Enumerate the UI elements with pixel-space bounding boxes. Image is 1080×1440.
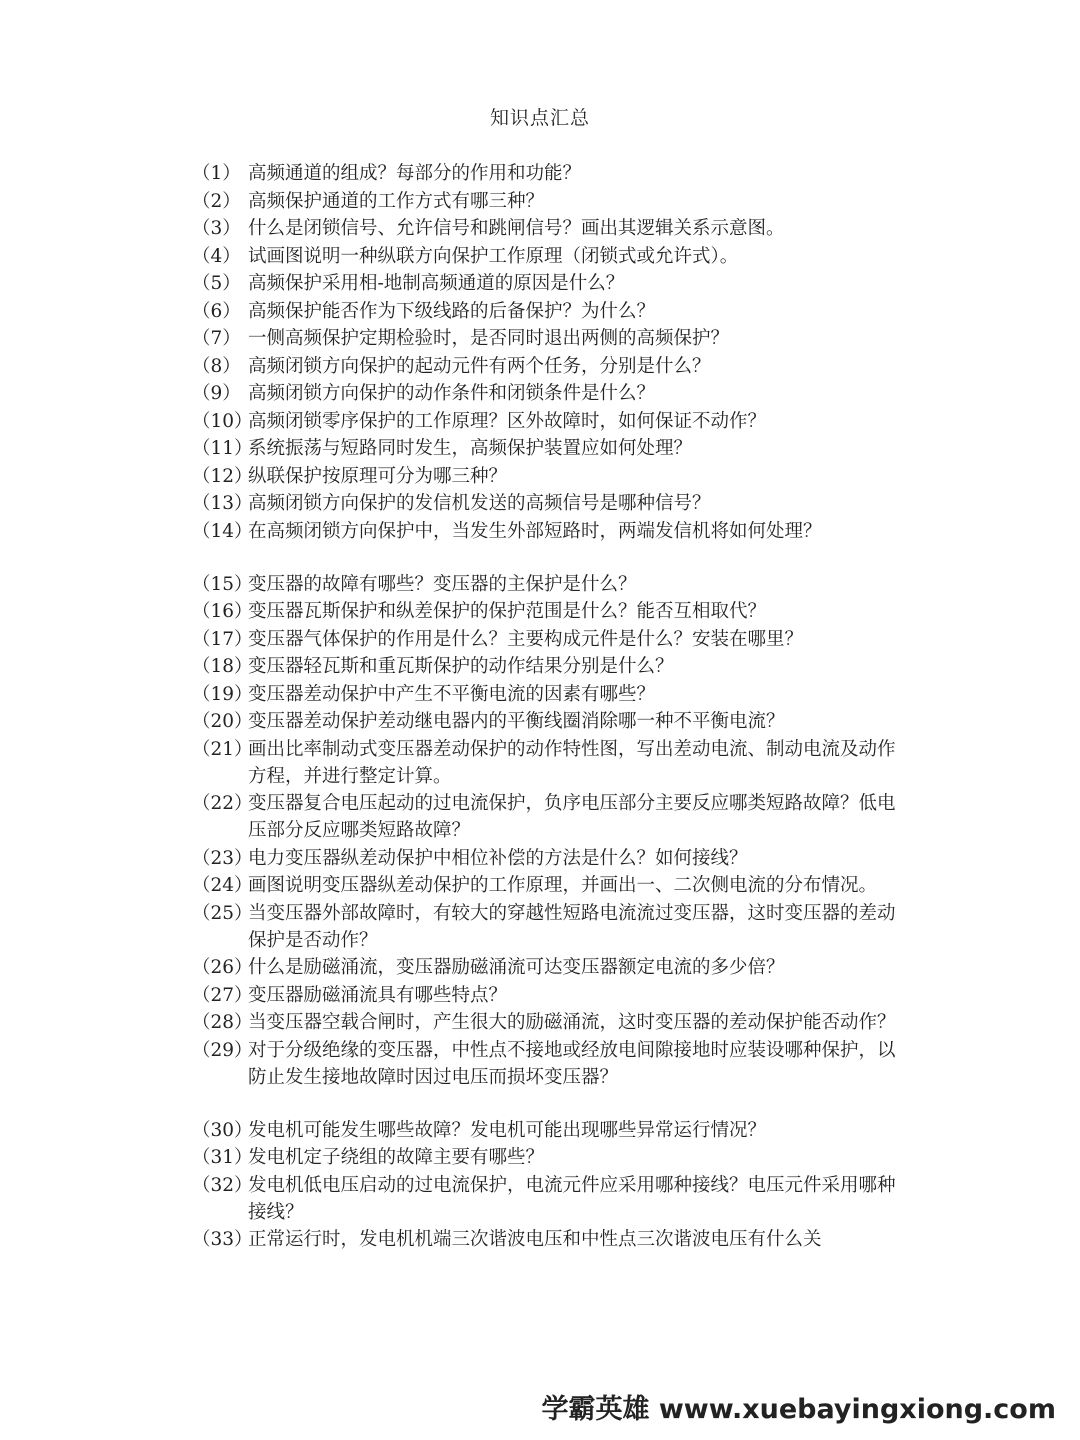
question-text: 一侧高频保护定期检验时，是否同时退出两侧的高频保护？ — [248, 328, 730, 349]
question-item — [192, 270, 912, 297]
question-text: 什么是闭锁信号、允许信号和跳闸信号？画出其逻辑关系示意图。 — [248, 218, 785, 239]
question-item — [192, 408, 912, 435]
question-number: （5） — [192, 273, 241, 294]
question-number: （11） — [192, 438, 253, 459]
question-number: （25） — [192, 902, 253, 924]
question-item — [192, 325, 912, 352]
question-item — [192, 1037, 912, 1091]
question-number: （23） — [192, 847, 253, 869]
question-number: （8） — [192, 355, 241, 377]
question-item — [192, 1226, 912, 1253]
question-text: 高频通道的组成？每部分的作用和功能？ — [248, 163, 582, 184]
question-item — [192, 353, 912, 380]
question-number: （10） — [192, 410, 253, 432]
question-text: 变压器气体保护的作用是什么？主要构成元件是什么？安装在哪里？ — [248, 628, 804, 650]
question-text: 当变压器空载合闸时，产生很大的励磁涌流，这时变压器的差动保护能否动作？ — [248, 1012, 896, 1033]
question-number: （12） — [192, 465, 253, 487]
question-number: （18） — [192, 656, 253, 677]
question-item — [192, 188, 912, 215]
question-number: （20） — [192, 711, 253, 732]
question-text: 高频闭锁方向保护的动作条件和闭锁条件是什么？ — [248, 383, 656, 404]
question-text: 对于分级绝缘的变压器，中性点不接地或经放电间隙接地时应装设哪种保护，以防止发生接地故障时因过电压而损坏变压器？ — [248, 1039, 896, 1088]
site-watermark: 学霸英雄 www.xuebayingxiong.com — [541, 1394, 1056, 1425]
question-number: （31） — [192, 1147, 253, 1168]
question-text: 高频保护采用相-地制高频通道的原因是什么？ — [248, 273, 625, 294]
question-text: 电力变压器纵差动保护中相位补偿的方法是什么？如何接线？ — [248, 847, 748, 869]
question-item — [192, 463, 912, 490]
question-text: 画图说明变压器纵差动保护的工作原理，并画出一、二次侧电流的分布情况。 — [248, 875, 878, 896]
question-item — [192, 790, 912, 844]
question-item — [192, 845, 912, 872]
question-text: 发电机可能发生哪些故障？发电机可能出现哪些异常运行情况？ — [248, 1119, 767, 1141]
question-number: （15） — [192, 573, 253, 595]
question-number: （33） — [192, 1229, 253, 1250]
question-text: 高频保护能否作为下级线路的后备保护？为什么？ — [248, 300, 656, 322]
question-item — [192, 243, 912, 270]
question-item — [192, 982, 912, 1009]
question-text: 发电机低电压启动的过电流保护，电流元件应采用哪种接线？电压元件采用哪种接线？ — [248, 1174, 896, 1223]
question-number: （2） — [192, 190, 241, 212]
question-number: （7） — [192, 328, 241, 349]
question-item — [192, 653, 912, 680]
question-item — [192, 598, 912, 625]
question-item — [192, 708, 912, 735]
question-item — [192, 490, 912, 517]
page-title: 知识点汇总 — [489, 107, 590, 129]
question-text: 在高频闭锁方向保护中，当发生外部短路时，两端发信机将如何处理？ — [248, 520, 822, 542]
question-item — [192, 298, 912, 325]
question-number: （19） — [192, 683, 253, 705]
question-number: （9） — [192, 383, 241, 404]
question-item — [192, 380, 912, 407]
question-number: （26） — [192, 957, 253, 978]
question-item — [192, 736, 912, 790]
question-text: 正常运行时，发电机机端三次谐波电压和中性点三次谐波电压有什么关 — [248, 1229, 822, 1250]
question-number: （24） — [192, 875, 253, 896]
question-number: （13） — [192, 493, 253, 514]
question-number: （21） — [192, 738, 253, 760]
question-number: （16） — [192, 601, 253, 622]
question-number: （4） — [192, 245, 241, 267]
question-text: 变压器的故障有哪些？变压器的主保护是什么？ — [248, 573, 637, 595]
question-list — [192, 160, 912, 1254]
question-number: （32） — [192, 1174, 253, 1196]
question-item — [192, 160, 912, 187]
question-item — [192, 1117, 912, 1144]
question-item — [192, 626, 912, 653]
question-number: （28） — [192, 1012, 253, 1033]
question-item — [192, 1172, 912, 1226]
question-text: 什么是励磁涌流，变压器励磁涌流可达变压器额定电流的多少倍？ — [248, 957, 785, 978]
question-item — [192, 435, 912, 462]
question-text: 变压器轻瓦斯和重瓦斯保护的动作结果分别是什么？ — [248, 656, 674, 677]
question-text: 变压器复合电压起动的过电流保护，负序电压部分主要反应哪类短路故障？低电压部分反应哪类短路故障？ — [248, 793, 896, 841]
question-text: 试画图说明一种纵联方向保护工作原理（闭锁式或允许式）。 — [248, 245, 739, 267]
question-number: （22） — [192, 793, 253, 814]
question-number: （3） — [192, 218, 241, 239]
question-item — [192, 872, 912, 899]
question-text: 高频保护通道的工作方式有哪三种？ — [248, 190, 545, 212]
question-text: 高频闭锁方向保护的发信机发送的高频信号是哪种信号？ — [248, 493, 711, 514]
question-text: 变压器励磁涌流具有哪些特点？ — [248, 984, 508, 1006]
question-number: （14） — [192, 520, 253, 542]
question-item — [192, 954, 912, 981]
question-item — [192, 1009, 912, 1036]
question-item — [192, 571, 912, 598]
question-text: 高频闭锁零序保护的工作原理？区外故障时，如何保证不动作？ — [248, 410, 767, 432]
question-number: （6） — [192, 300, 241, 322]
question-item — [192, 518, 912, 545]
question-number: （1） — [192, 163, 241, 184]
question-item — [192, 900, 912, 954]
question-item — [192, 215, 912, 242]
question-number: （27） — [192, 984, 253, 1006]
question-text: 变压器差动保护中产生不平衡电流的因素有哪些？ — [248, 683, 656, 705]
question-item — [192, 681, 912, 708]
question-item — [192, 1144, 912, 1171]
question-text: 变压器差动保护差动继电器内的平衡线圈消除哪一种不平衡电流？ — [248, 711, 785, 732]
question-text: 变压器瓦斯保护和纵差保护的保护范围是什么？能否互相取代？ — [248, 601, 767, 622]
question-text: 发电机定子绕组的故障主要有哪些？ — [248, 1147, 545, 1168]
question-number: （17） — [192, 628, 253, 650]
question-text: 高频闭锁方向保护的起动元件有两个任务，分别是什么？ — [248, 355, 711, 377]
question-text: 当变压器外部故障时，有较大的穿越性短路电流流过变压器，这时变压器的差动保护是否动作？ — [248, 902, 896, 951]
question-text: 纵联保护按原理可分为哪三种？ — [248, 465, 508, 487]
question-number: （29） — [192, 1039, 253, 1061]
question-text: 画出比率制动式变压器差动保护的动作特性图，写出差动电流、制动电流及动作方程，并进行整定计算。 — [248, 738, 896, 787]
question-number: （30） — [192, 1119, 253, 1141]
question-text: 系统振荡与短路同时发生，高频保护装置应如何处理？ — [248, 438, 693, 459]
